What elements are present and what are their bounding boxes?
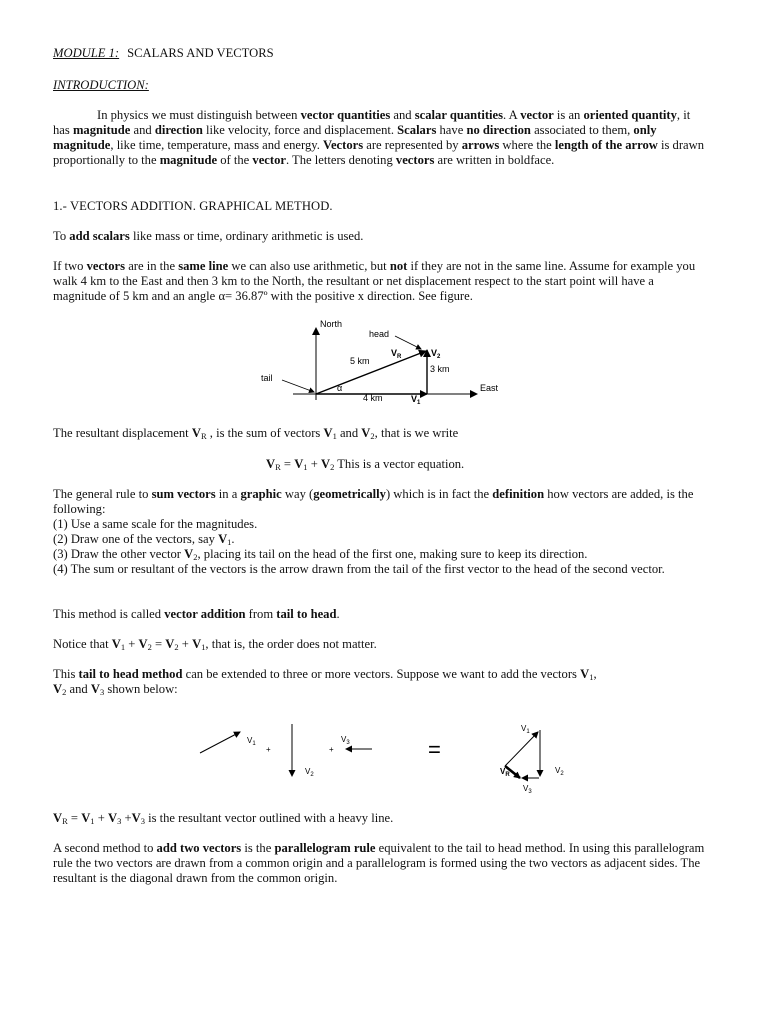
result-v1-label: $V_1$: [521, 724, 530, 735]
vector-v1-alone: [200, 732, 240, 753]
parallelogram-paragraph: A second method to add two vectors is the parallelogram rule equivalent to the tail to head method. In using this parallelogram rule the two vectors are drawn from a common origin and a parallelogram is formed using the two vectors as adjacent sides. The resultant is the diagonal drawn from the common origin.: [53, 841, 705, 885]
commutative-paragraph: Notice that $V_1 + V_2 = V_2 + V_1$, that is, the order does not matter.: [53, 637, 377, 652]
v1-label: $V_1$: [411, 394, 421, 406]
module-heading: [53, 46, 709, 61]
vector-equation: $V_R = V_1 + V_2$ This is a vector equation.: [266, 457, 465, 472]
v2-alone-label: $V_2$: [305, 767, 314, 778]
rule-step-3: (3) Draw the other vector $V_2$, placing its tail on the head of the first one, making sure to keep its direction.: [53, 547, 588, 562]
result-v2-label: $V_2$: [555, 766, 564, 777]
tail-label: tail: [261, 373, 273, 383]
vr-label: $V_R$: [391, 348, 402, 360]
five-km-label: 5 km: [350, 356, 370, 366]
three-km-label: 3 km: [430, 364, 450, 374]
vector-vr: [316, 351, 426, 394]
method-paragraph: This method is called vector addition from tail to head.: [53, 607, 340, 621]
module-label: MODULE 1:: [53, 46, 120, 60]
displacement-figure: [255, 318, 515, 410]
three-vectors-figure: [190, 718, 590, 798]
alpha-label: α: [337, 383, 343, 393]
equals-sign: =: [428, 737, 441, 762]
three-vectors-paragraph: This tail to head method can be extended to three or more vectors. Suppose we want to add the vectors $V_1$, $V_2$ and $V_3$ shown below:: [53, 667, 597, 697]
north-label: North: [320, 319, 343, 329]
general-rule-paragraph: The general rule to sum vectors in a graphic way (geometrically) which is in fact the definition how vectors are added, is the following: (1) Use a same scale for the magnitudes. (2) Draw one of the vectors, say $V_1$. (3) Draw the other vector $V_2$, placing its tail on the head of the first one, making sure to keep its direction. (4) The sum or resultant of the vectors is the arrow drawn from the tail of the first vector to the head of the second vector.: [53, 487, 694, 576]
module-title: SCALARS AND VECTORS: [127, 46, 274, 60]
add-scalars-paragraph: To add scalars like mass or time, ordinary arithmetic is used.: [53, 229, 364, 243]
intro-paragraph: In physics we must distinguish between vector quantities and scalar quantities. A vector is an oriented quantity, it has magnitude and direction like velocity, force and displacement. Scalars have no direction associated to them, only magnitude, like time, temperature, mass and energy. Vectors are represented by arrows where the length of the arrow is drawn proportionally to the magnitude of the vector. The letters denoting vectors are written in boldface.: [53, 108, 705, 167]
head-label: head: [369, 329, 390, 339]
plus-sign-1: +: [266, 745, 271, 754]
resultant-three-paragraph: $V_R = V_1 + V_3 +V_3$ is the resultant vector outlined with a heavy line.: [53, 811, 394, 826]
two-vectors-paragraph: If two vectors are in the same line we can also use arithmetic, but not if they are not in the same line. Assume for example you walk 4 km to the East and then 3 km to the North, the resultant or net displacement respect to the start point will have a magnitude of 5 km and an angle α= 36.87º with the positive x direction. See figure.: [53, 259, 696, 303]
four-km-label: 4 km: [363, 393, 383, 403]
result-vr-label: $V_R$: [500, 767, 510, 778]
rule-step-1: (1) Use a same scale for the magnitudes.: [53, 517, 258, 531]
head-pointer: [395, 336, 421, 349]
result-v1: [505, 732, 538, 766]
rule-step-2: (2) Draw one of the vectors, say $V_1$.: [53, 532, 235, 547]
v2-label: $V_2$: [431, 348, 441, 360]
rule-step-4: (4) The sum or resultant of the vectors is the arrow drawn from the tail of the first vector to the head of the second vector.: [53, 562, 665, 576]
tail-pointer: [282, 380, 314, 392]
v1-alone-label: $V_1$: [247, 736, 256, 747]
resultant-paragraph: The resultant displacement $V_R$ , is the sum of vectors $V_1$ and $V_2$, that is we write: [53, 426, 459, 441]
plus-sign-2: +: [329, 745, 334, 754]
v3-alone-label: $V_3$: [341, 735, 350, 746]
section-heading-vectors-addition: 1.- VECTORS ADDITION. GRAPHICAL METHOD.: [53, 199, 333, 213]
result-v3-label: $V_3$: [523, 784, 532, 795]
introduction-heading: INTRODUCTION:: [53, 78, 149, 92]
east-label: East: [480, 383, 499, 393]
